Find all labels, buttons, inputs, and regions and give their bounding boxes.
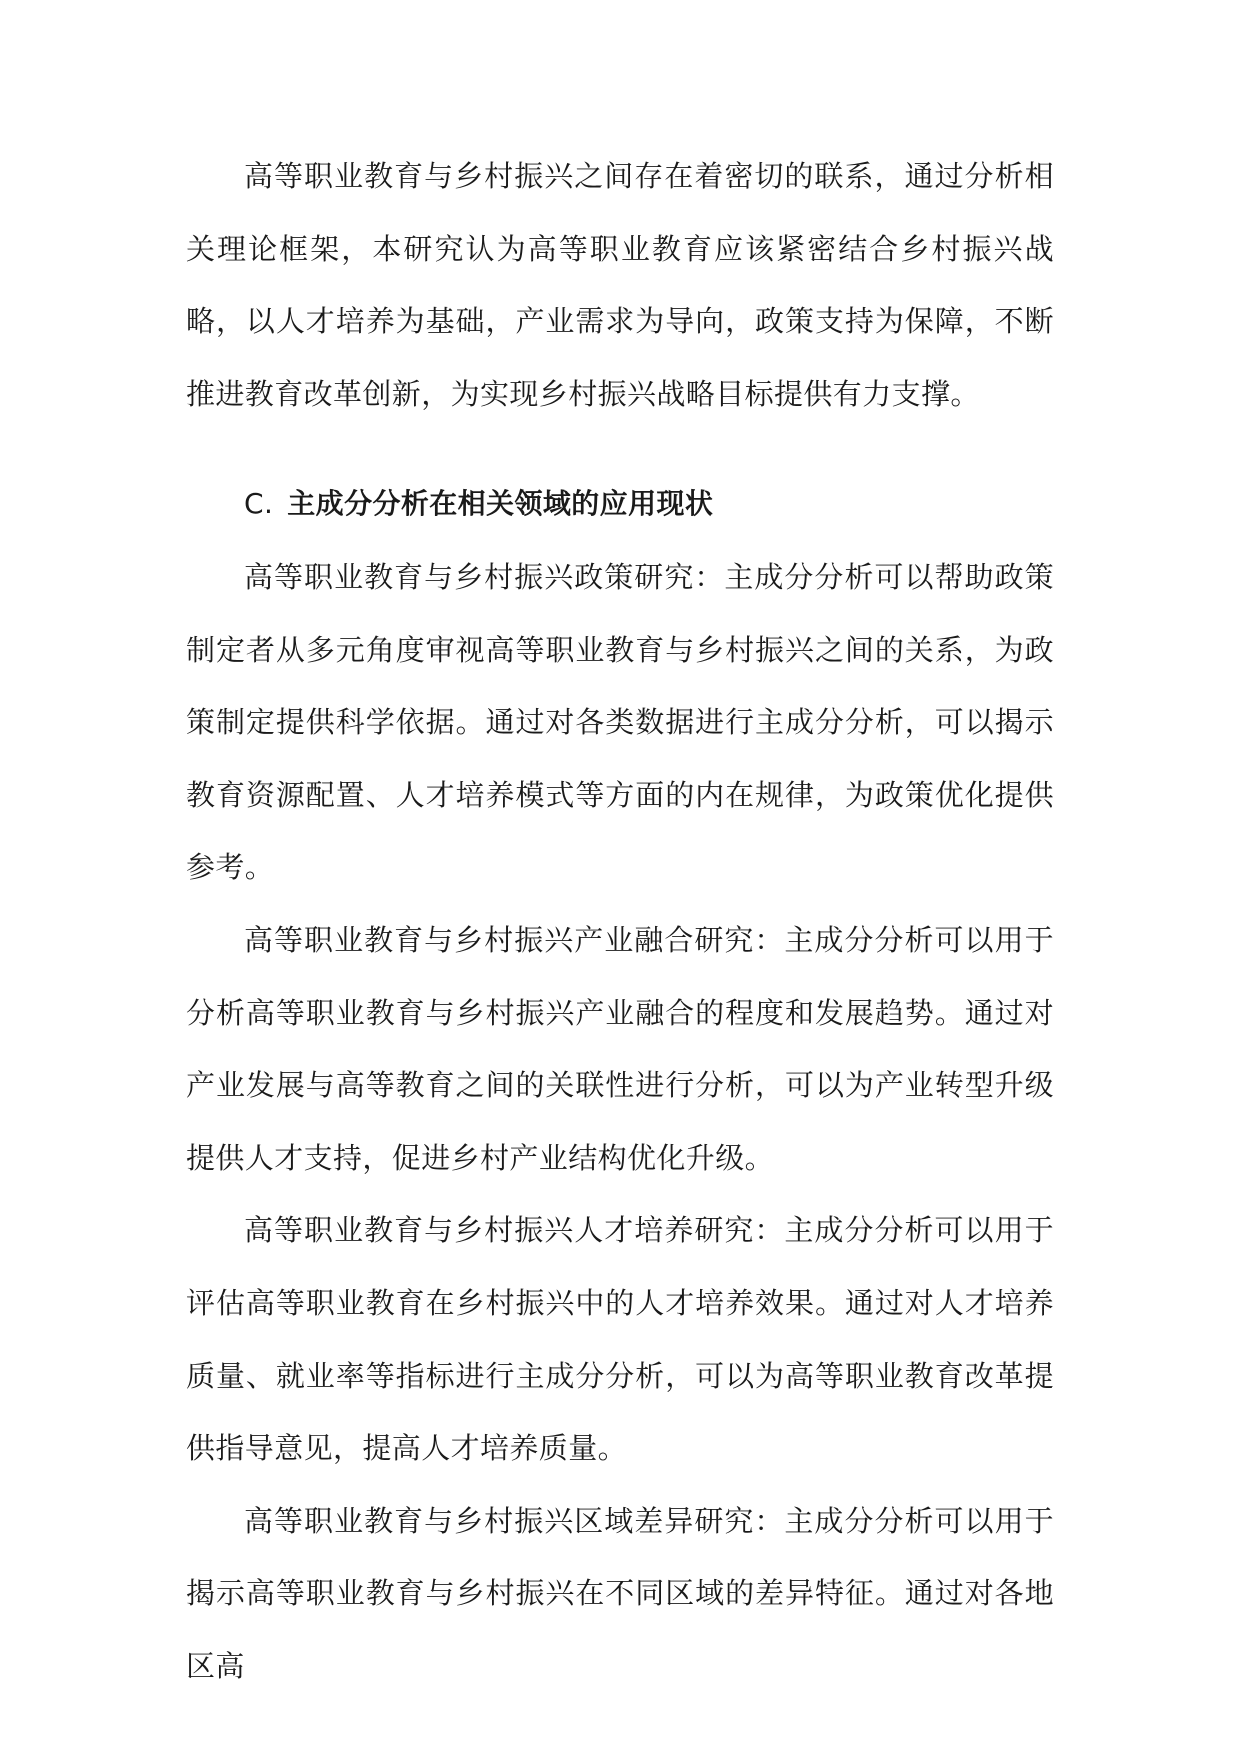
paragraph-industry-integration: 高等职业教育与乡村振兴产业融合研究：主成分分析可以用于分析高等职业教育与乡村振兴产业融合的程度和发展趋势。通过对产业发展与高等教育之间的关联性进行分析，可以为产业转型升级提供人才支持，促进乡村产业结构优化升级。 [186,922,1054,1175]
document-page [186,140,1054,1702]
paragraph-intro: 高等职业教育与乡村振兴之间存在着密切的联系，通过分析相关理论框架，本研究认为高等职业教育应该紧密结合乡村振兴战略，以人才培养为基础，产业需求为导向，政策支持为保障，不断推进教育改革创新，为实现乡村振兴战略目标提供有力支撑。 [186,159,1054,411]
section-title: 主成分分析在相关领域的应用现状 [287,487,714,521]
paragraph-talent-cultivation: 高等职业教育与乡村振兴人才培养研究：主成分分析可以用于评估高等职业教育在乡村振兴中的人才培养效果。通过对人才培养质量、就业率等指标进行主成分分析，可以为高等职业教育改革提供指导意见，提高人才培养质量。 [186,1213,1054,1466]
paragraph-regional-difference: 高等职业教育与乡村振兴区域差异研究：主成分分析可以用于揭示高等职业教育与乡村振兴在不同区域的差异特征。通过对各地区高 [186,1503,1054,1683]
section-heading-c [186,468,1054,541]
paragraph-policy-research: 高等职业教育与乡村振兴政策研究：主成分分析可以帮助政策制定者从多元角度审视高等职业教育与乡村振兴之间的关系，为政策制定提供科学依据。通过对各类数据进行主成分分析，可以揭示教育资源配置、人才培养模式等方面的内在规律，为政策优化提供参考。 [186,559,1054,885]
section-number: C. [244,487,274,521]
